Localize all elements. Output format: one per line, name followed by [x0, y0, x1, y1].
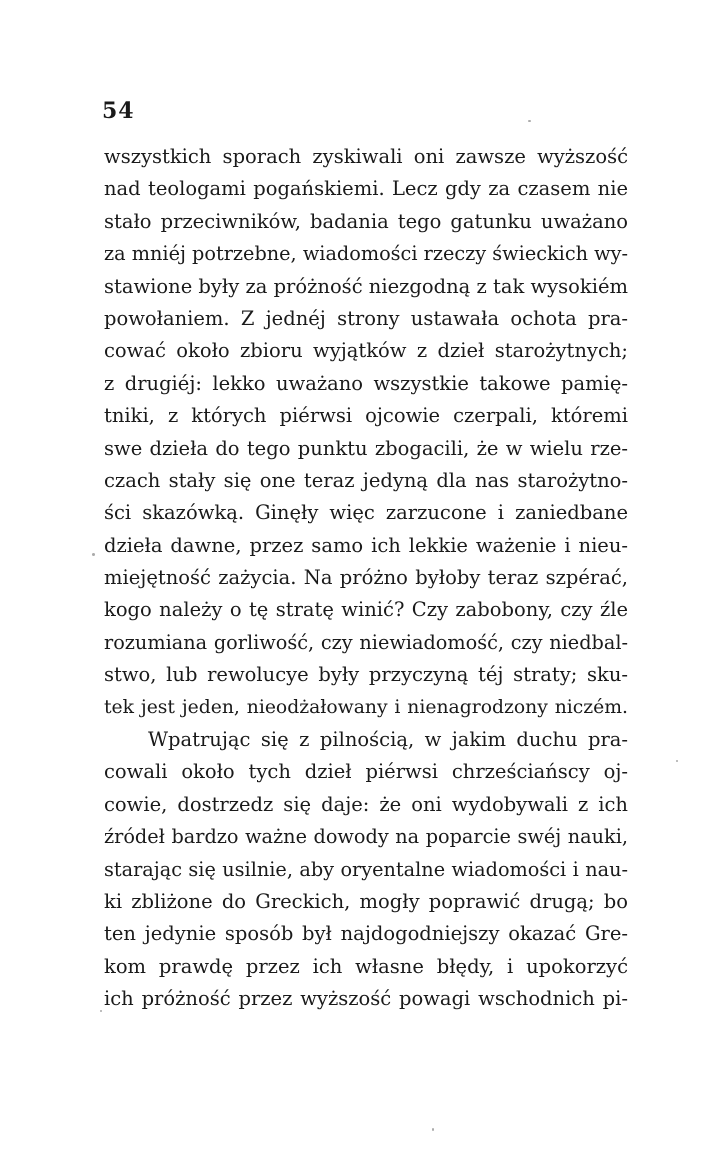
paper-speck: [92, 553, 95, 556]
text-line: cować około zbioru wyjątków z dzieł starożytnych;: [104, 339, 628, 363]
text-line: Wpatrując się z pilnością, w jakim duchu pra-: [148, 728, 628, 752]
text-line: ten jedynie sposób był najdogodniejszy okazać Gre-: [104, 922, 628, 946]
text-line: dzieła dawne, przez samo ich lekkie ważenie i nieu-: [104, 533, 628, 557]
text-line: swe dzieła do tego punktu zbogacili, że w wielu rze-: [104, 436, 628, 460]
text-line: ki zbliżone do Greckich, mogły poprawić drugą; bo: [104, 889, 628, 913]
text-line: stawione były za próżność niezgodną z tak wysokiém: [104, 274, 628, 298]
text-line: tek jest jeden, nieodżałowany i nienagrodzony niczém.: [104, 696, 628, 718]
text-line: kom prawdę przez ich własne błędy, i upokorzyć: [104, 954, 628, 978]
text-line: za mniéj potrzebne, wiadomości rzeczy świeckich wy-: [104, 242, 628, 266]
text-line: nad teologami pogańskiemi. Lecz gdy za czasem nie: [104, 177, 628, 201]
paper-speck: [432, 1128, 434, 1131]
text-line: ich próżność przez wyższość powagi wschodnich pi-: [104, 987, 628, 1011]
text-line: z drugiéj: lekko uważano wszystkie takowe pamię-: [104, 371, 628, 395]
paper-speck: [100, 1010, 102, 1012]
text-line: starając się usilnie, aby oryentalne wiadomości i nau-: [104, 857, 628, 881]
text-line: miejętność zażycia. Na próżno byłoby teraz szpérać,: [104, 566, 628, 590]
text-line: czach stały się one teraz jedyną dla nas starożytno-: [104, 468, 628, 492]
text-line: rozumiana gorliwość, czy niewiadomość, czy niedbal-: [104, 630, 628, 654]
text-line: cowie, dostrzedz się daje: że oni wydobywali z ich: [104, 792, 628, 816]
text-line: cowali około tych dzieł piérwsi chrześciańscy oj-: [104, 760, 628, 784]
text-line: kogo należy o tę stratę winić? Czy zabobony, czy źle: [104, 598, 628, 622]
text-line: powołaniem. Z jednéj strony ustawała ochota pra-: [104, 306, 628, 330]
text-line: źródeł bardzo ważne dowody na poparcie swéj nauki,: [104, 825, 628, 849]
text-line: stało przeciwników, badania tego gatunku uważano: [104, 209, 628, 233]
text-line: ści skazówką. Ginęły więc zarzucone i zaniedbane: [104, 501, 628, 525]
text-line: tniki, z których piérwsi ojcowie czerpali, któremi: [104, 404, 628, 428]
text-line: wszystkich sporach zyskiwali oni zawsze wyższość: [104, 145, 628, 168]
paper-speck: [528, 120, 531, 122]
paper-speck: [676, 760, 678, 762]
page-number: 54: [102, 98, 135, 124]
text-line: stwo, lub rewolucye były przyczyną téj straty; sku-: [104, 663, 628, 687]
body-text: [104, 141, 628, 1016]
